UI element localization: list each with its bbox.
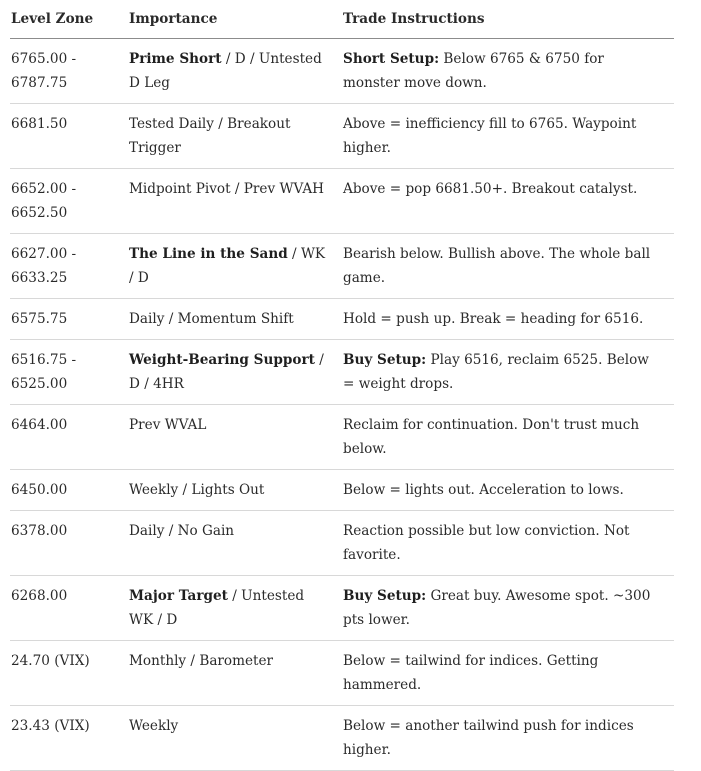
importance-text: Tested Daily / Breakout Trigger [129,116,291,156]
importance-cell [129,234,343,299]
level-cell: 6516.75 - 6525.00 [10,340,129,405]
trade-cell [343,104,674,169]
table-row [10,470,674,511]
importance-text: Daily / Momentum Shift [129,311,294,327]
level-cell: 23.43 (VIX) [10,706,129,771]
level-cell: 6652.00 - 6652.50 [10,169,129,234]
trade-bold: Buy Setup: [343,588,427,604]
table-row [10,234,674,299]
table-row [10,641,674,706]
trade-text: Play 6516, reclaim 6525. Below = weight drops. [343,352,649,392]
importance-cell [129,340,343,405]
trade-text: Above = inefficiency fill to 6765. Waypoint higher. [343,116,637,156]
trade-cell [343,641,674,706]
table-row [10,576,674,641]
trade-cell [343,169,674,234]
importance-bold: Prime Short [129,51,222,67]
level-cell: 6765.00 - 6787.75 [10,39,129,104]
importance-text: / D / 4HR [129,352,324,392]
trade-cell [343,576,674,641]
importance-text: / D / Untested D Leg [129,51,322,91]
header-trade-instructions: Trade Instructions [343,0,674,39]
importance-text: Weekly [129,718,179,734]
trade-text: Below 6765 & 6750 for monster move down. [343,51,604,91]
trade-cell [343,299,674,340]
importance-text: Daily / No Gain [129,523,235,539]
trade-bold: Short Setup: [343,51,440,67]
importance-cell [129,706,343,771]
importance-cell [129,299,343,340]
importance-cell [129,169,343,234]
trade-text: Great buy. Awesome spot. ~300 pts lower. [343,588,651,628]
trade-cell [343,706,674,771]
trade-text: Below = lights out. Acceleration to lows. [343,482,624,498]
trade-cell [343,234,674,299]
table-row [10,511,674,576]
level-cell: 24.70 (VIX) [10,641,129,706]
table-row [10,405,674,470]
trade-text: Above = pop 6681.50+. Breakout catalyst. [343,181,638,197]
table-row [10,706,674,771]
importance-text: Weekly / Lights Out [129,482,265,498]
trade-cell [343,39,674,104]
importance-cell [129,641,343,706]
importance-cell [129,405,343,470]
table-row [10,104,674,169]
header-row [10,0,674,39]
trade-bold: Buy Setup: [343,352,427,368]
importance-bold: Weight-Bearing Support [129,352,315,368]
importance-cell [129,576,343,641]
importance-text: Prev WVAL [129,417,207,433]
trade-text: Below = another tailwind push for indices higher. [343,718,634,758]
header-level-zone: Level Zone [10,0,129,39]
level-cell: 6464.00 [10,405,129,470]
level-cell: 6268.00 [10,576,129,641]
table-row [10,340,674,405]
importance-cell [129,470,343,511]
trade-text: Hold = push up. Break = heading for 6516. [343,311,644,327]
trade-cell [343,405,674,470]
table-row [10,169,674,234]
importance-text: Midpoint Pivot / Prev WVAH [129,181,325,197]
level-cell: 6575.75 [10,299,129,340]
trade-text: Reclaim for continuation. Don't trust much below. [343,417,640,457]
level-cell: 6627.00 - 6633.25 [10,234,129,299]
level-cell: 6450.00 [10,470,129,511]
header-importance: Importance [129,0,343,39]
trade-cell [343,470,674,511]
importance-cell [129,511,343,576]
table-row [10,39,674,104]
level-cell: 6681.50 [10,104,129,169]
importance-cell [129,104,343,169]
table-row [10,299,674,340]
importance-text: Monthly / Barometer [129,653,274,669]
trade-text: Reaction possible but low conviction. Not favorite. [343,523,630,563]
levels-table [10,0,674,771]
trade-cell [343,340,674,405]
level-cell: 6378.00 [10,511,129,576]
importance-bold: Major Target [129,588,228,604]
trade-text: Bearish below. Bullish above. The whole ball game. [343,246,651,286]
trade-cell [343,511,674,576]
importance-text: / Untested WK / D [129,588,305,628]
importance-bold: The Line in the Sand [129,246,288,262]
importance-cell [129,39,343,104]
importance-text: / WK / D [129,246,326,286]
trade-text: Below = tailwind for indices. Getting hammered. [343,653,599,693]
